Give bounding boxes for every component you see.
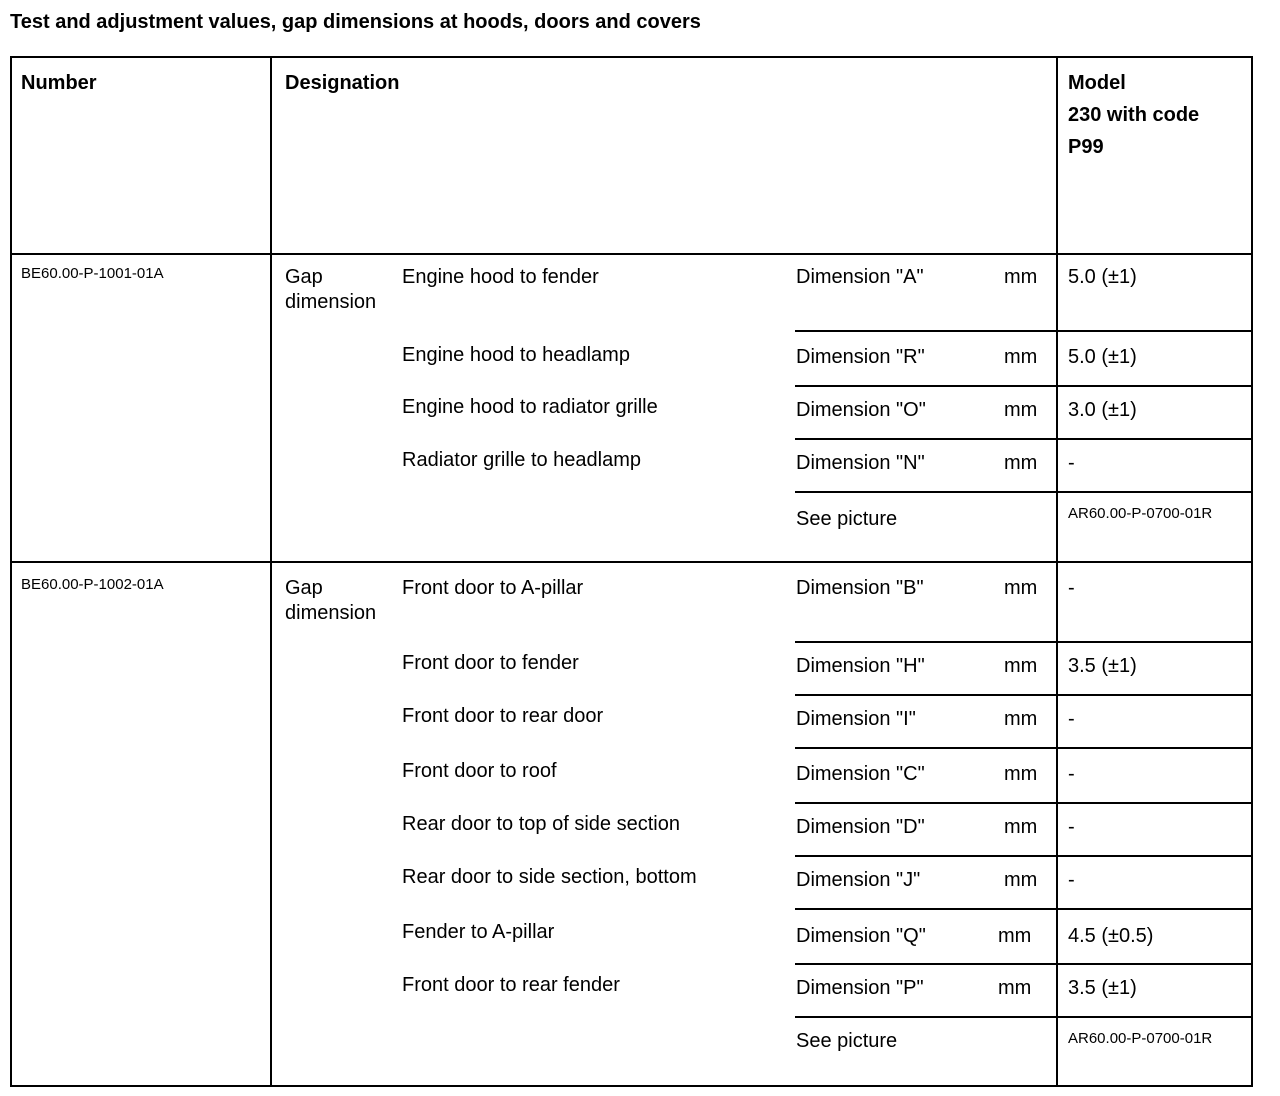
row-divider: [795, 747, 1253, 749]
unit-label: mm: [1004, 763, 1038, 785]
model-value: -: [1068, 869, 1075, 891]
header-number: Number: [21, 72, 97, 94]
row-divider: [795, 438, 1253, 440]
section-number: BE60.00-P-1001-01A: [21, 265, 164, 282]
unit-label: mm: [1004, 869, 1038, 891]
unit-label: mm: [1004, 452, 1038, 474]
unit-label: mm: [1004, 655, 1038, 677]
row-divider: [795, 855, 1253, 857]
header-divider: [10, 253, 1253, 255]
row-divider: [795, 694, 1253, 696]
model-value: -: [1068, 577, 1075, 599]
dimension-label: Dimension "C": [796, 763, 925, 785]
header-model-line1: Model: [1068, 72, 1126, 94]
model-value: 5.0 (±1): [1068, 266, 1137, 288]
model-value: 5.0 (±1): [1068, 346, 1137, 368]
header-model-line2: 230 with code: [1068, 104, 1200, 126]
unit-label: mm: [1004, 816, 1038, 838]
model-value: 3.0 (±1): [1068, 399, 1137, 421]
document-title: Test and adjustment values, gap dimensions at hoods, doors and covers: [10, 11, 701, 33]
header-designation: Designation: [285, 72, 400, 94]
column-divider: [270, 56, 272, 1087]
see-picture-label: See picture: [796, 508, 898, 530]
picture-reference: AR60.00-P-0700-01R: [1068, 505, 1213, 522]
designation-item: Front door to roof: [402, 760, 557, 782]
designation-item: Fender to A-pillar: [402, 921, 555, 943]
section-category: dimension: [285, 602, 377, 624]
dimension-label: Dimension "D": [796, 816, 925, 838]
designation-item: Rear door to top of side section: [402, 813, 680, 835]
row-divider: [795, 330, 1253, 332]
row-divider: [795, 1016, 1253, 1018]
designation-item: Rear door to side section, bottom: [402, 866, 697, 888]
designation-item: Front door to fender: [402, 652, 579, 674]
dimension-label: Dimension "I": [796, 708, 916, 730]
dimension-label: Dimension "Q": [796, 925, 926, 947]
dimension-label: Dimension "P": [796, 977, 924, 999]
dimension-label: Dimension "A": [796, 266, 924, 288]
dimension-label: Dimension "N": [796, 452, 925, 474]
dimension-label: Dimension "R": [796, 346, 925, 368]
unit-label: mm: [1004, 399, 1038, 421]
designation-item: Radiator grille to headlamp: [402, 449, 642, 471]
column-divider: [1056, 56, 1058, 1087]
picture-reference: AR60.00-P-0700-01R: [1068, 1030, 1213, 1047]
designation-item: Engine hood to fender: [402, 266, 599, 288]
model-value: -: [1068, 763, 1075, 785]
unit-label: mm: [1004, 346, 1038, 368]
section-category: Gap: [285, 266, 323, 288]
header-model-line3: P99: [1068, 136, 1104, 158]
unit-label: mm: [1004, 708, 1038, 730]
unit-label: mm: [1004, 577, 1038, 599]
designation-item: Front door to rear door: [402, 705, 604, 727]
designation-item: Engine hood to radiator grille: [402, 396, 658, 418]
unit-label: mm: [1004, 266, 1038, 288]
designation-item: Front door to rear fender: [402, 974, 620, 996]
row-divider: [795, 802, 1253, 804]
row-divider: [795, 963, 1253, 965]
see-picture-label: See picture: [796, 1030, 898, 1052]
section-number: BE60.00-P-1002-01A: [21, 576, 164, 593]
row-divider: [795, 491, 1253, 493]
dimension-label: Dimension "B": [796, 577, 924, 599]
model-value: -: [1068, 816, 1075, 838]
model-value: -: [1068, 708, 1075, 730]
section-category: Gap: [285, 577, 323, 599]
section-category: dimension: [285, 291, 377, 313]
model-value: 3.5 (±1): [1068, 977, 1137, 999]
gap-dimension-table: [10, 56, 1253, 1087]
dimension-label: Dimension "J": [796, 869, 921, 891]
dimension-label: Dimension "H": [796, 655, 925, 677]
model-value: 3.5 (±1): [1068, 655, 1137, 677]
section-divider: [10, 561, 1253, 563]
unit-label: mm: [998, 925, 1032, 947]
model-value: -: [1068, 452, 1075, 474]
dimension-label: Dimension "O": [796, 399, 926, 421]
designation-item: Engine hood to headlamp: [402, 344, 630, 366]
model-value: 4.5 (±0.5): [1068, 925, 1154, 947]
row-divider: [795, 385, 1253, 387]
row-divider: [795, 641, 1253, 643]
row-divider: [795, 908, 1253, 910]
unit-label: mm: [998, 977, 1032, 999]
designation-item: Front door to A-pillar: [402, 577, 584, 599]
